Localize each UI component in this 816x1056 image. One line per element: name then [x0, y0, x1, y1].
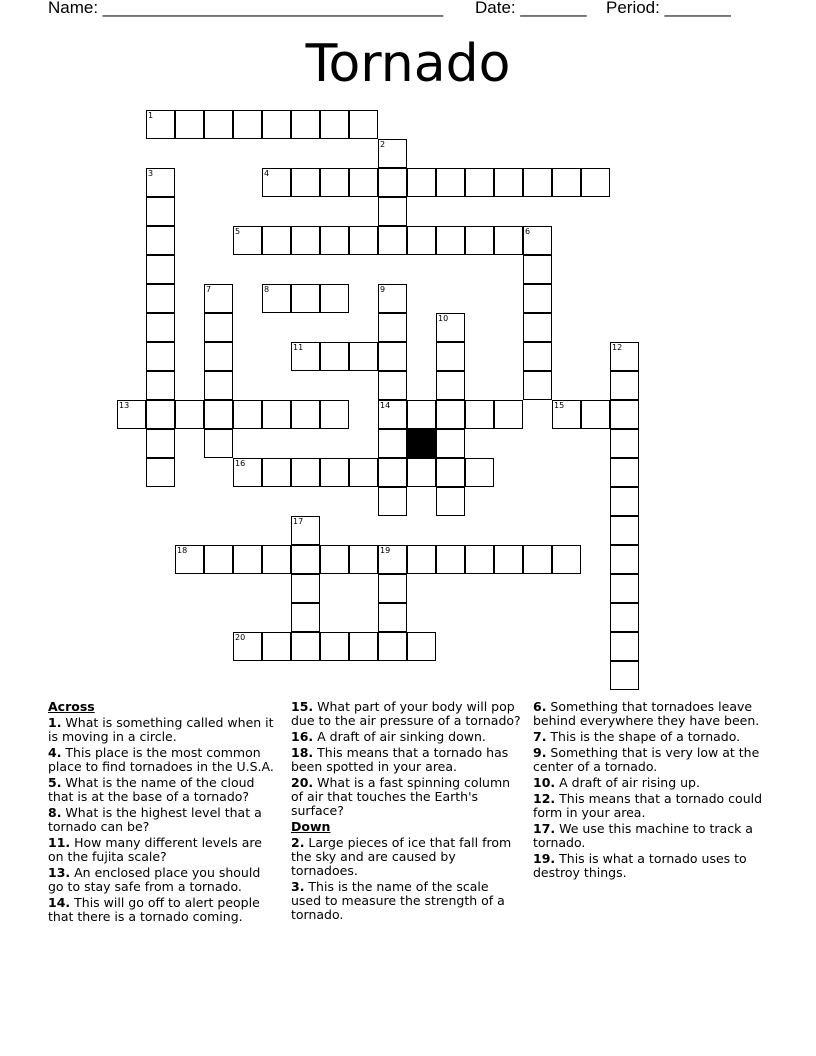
clue-number: 11.	[48, 835, 71, 850]
grid-cell[interactable]	[378, 168, 407, 197]
clue-item	[533, 730, 763, 744]
grid-cell[interactable]	[349, 458, 378, 487]
grid-cell[interactable]	[146, 226, 175, 255]
clue-number: 19.	[533, 851, 556, 866]
grid-cell[interactable]	[233, 545, 262, 574]
grid-cell[interactable]	[523, 255, 552, 284]
grid-cell[interactable]	[175, 545, 204, 574]
grid-cell[interactable]	[523, 168, 552, 197]
clue-text: This will go off to alert people that there is a tornado coming.	[48, 895, 260, 924]
grid-cell[interactable]	[175, 110, 204, 139]
grid-cell[interactable]	[552, 168, 581, 197]
grid-cell[interactable]	[407, 226, 436, 255]
grid-cell[interactable]	[117, 400, 146, 429]
clue-number: 12.	[533, 791, 556, 806]
clue-item	[533, 792, 763, 820]
grid-cell[interactable]	[523, 371, 552, 400]
clue-item	[48, 746, 278, 774]
clue-text: We use this machine to track a tornado.	[533, 821, 753, 850]
grid-cell[interactable]	[436, 313, 465, 342]
clue-number: 1.	[48, 715, 62, 730]
grid-cell[interactable]	[146, 313, 175, 342]
grid-cell[interactable]	[523, 342, 552, 371]
grid-cell[interactable]	[523, 313, 552, 342]
grid-cell[interactable]	[291, 110, 320, 139]
clue-number: 16.	[291, 729, 314, 744]
grid-cell[interactable]	[610, 429, 639, 458]
grid-cell[interactable]	[378, 139, 407, 168]
clue-item	[533, 700, 763, 728]
grid-cell[interactable]	[146, 168, 175, 197]
clue-item	[48, 776, 278, 804]
grid-cell[interactable]	[378, 487, 407, 516]
clue-text: Something that tornadoes leave behind everywhere they have been.	[533, 699, 760, 728]
clue-text: This means that a tornado could form in your area.	[533, 791, 763, 820]
clues-column-2	[291, 700, 521, 924]
clue-text: What part of your body will pop due to the air pressure of a tornado?	[291, 699, 521, 728]
grid-cell[interactable]	[349, 226, 378, 255]
grid-cell[interactable]	[407, 168, 436, 197]
clue-text: How many different levels are on the fujita scale?	[48, 835, 262, 864]
clue-number: 8.	[48, 805, 62, 820]
grid-cell[interactable]	[146, 458, 175, 487]
grid-cell[interactable]	[378, 574, 407, 603]
clue-item	[291, 730, 521, 744]
grid-cell[interactable]	[378, 342, 407, 371]
clue-text: What is a fast spinning column of air that touches the Earth's surface?	[291, 775, 511, 818]
grid-cell[interactable]	[204, 342, 233, 371]
clue-number-label: 10	[438, 314, 449, 323]
clue-number-label: 14	[380, 401, 391, 410]
clue-text: This is what a tornado uses to destroy things.	[533, 851, 747, 880]
clue-text: This is the shape of a tornado.	[546, 729, 741, 744]
clue-text: A draft of air sinking down.	[313, 729, 486, 744]
grid-cell[interactable]	[146, 342, 175, 371]
grid-cell[interactable]	[320, 632, 349, 661]
grid-cell[interactable]	[233, 226, 262, 255]
grid-cell[interactable]	[146, 197, 175, 226]
grid-cell[interactable]	[436, 371, 465, 400]
clue-number-label: 11	[293, 343, 304, 352]
grid-cell[interactable]	[465, 545, 494, 574]
grid-cell[interactable]	[291, 226, 320, 255]
grid-cell[interactable]	[320, 545, 349, 574]
grid-cell[interactable]	[204, 284, 233, 313]
grid-cell[interactable]	[291, 632, 320, 661]
grid-cell[interactable]	[204, 545, 233, 574]
grid-cell[interactable]	[465, 458, 494, 487]
grid-cell[interactable]	[378, 632, 407, 661]
grid-cell[interactable]	[494, 168, 523, 197]
grid-cell[interactable]	[320, 284, 349, 313]
grid-cell[interactable]	[378, 371, 407, 400]
clue-item	[48, 806, 278, 834]
clue-number-label: 13	[119, 401, 130, 410]
grid-cell[interactable]	[204, 429, 233, 458]
clue-number: 9.	[533, 745, 547, 760]
grid-cell[interactable]	[291, 400, 320, 429]
grid-cell[interactable]	[610, 400, 639, 429]
grid-cell[interactable]	[146, 255, 175, 284]
grid-cell[interactable]	[465, 226, 494, 255]
clue-item	[48, 716, 278, 744]
grid-cell[interactable]	[349, 168, 378, 197]
grid-cell[interactable]	[494, 226, 523, 255]
clue-text: This place is the most common place to find tornadoes in the U.S.A.	[48, 745, 274, 774]
clue-number: 18.	[291, 745, 314, 760]
grid-cell[interactable]	[320, 110, 349, 139]
grid-cell[interactable]	[378, 603, 407, 632]
name-field[interactable]: Name: ____________________________________	[48, 0, 444, 17]
grid-cell[interactable]	[436, 429, 465, 458]
grid-cell[interactable]	[523, 284, 552, 313]
grid-cell[interactable]	[320, 168, 349, 197]
grid-cell[interactable]	[436, 545, 465, 574]
grid-cell[interactable]	[291, 574, 320, 603]
grid-cell[interactable]	[262, 226, 291, 255]
clue-number-label: 3	[148, 169, 154, 178]
clue-item	[533, 852, 763, 880]
clue-text: This means that a tornado has been spotted in your area.	[291, 745, 509, 774]
grid-cell[interactable]	[581, 400, 610, 429]
grid-cell[interactable]	[610, 342, 639, 371]
clue-number-label: 6	[525, 227, 531, 236]
clue-number-label: 8	[264, 285, 270, 294]
clue-text: What is something called when it is moving in a circle.	[48, 715, 274, 744]
grid-cell[interactable]	[465, 400, 494, 429]
clue-number-label: 4	[264, 169, 270, 178]
clue-item	[291, 776, 521, 818]
clues-column-1	[48, 700, 278, 926]
grid-cell[interactable]	[204, 371, 233, 400]
clue-item	[48, 896, 278, 924]
clue-number: 3.	[291, 879, 305, 894]
grid-cell[interactable]	[233, 110, 262, 139]
period-field[interactable]: Period: _______	[606, 0, 731, 17]
grid-cell[interactable]	[320, 400, 349, 429]
clue-number: 14.	[48, 895, 71, 910]
clue-item	[291, 880, 521, 922]
grid-cell[interactable]	[204, 400, 233, 429]
grid-cell[interactable]	[610, 487, 639, 516]
grid-cell[interactable]	[262, 284, 291, 313]
clue-number-label: 1	[148, 111, 154, 120]
clue-item	[48, 866, 278, 894]
grid-cell[interactable]	[610, 632, 639, 661]
clue-number-label: 18	[177, 546, 188, 555]
grid-cell[interactable]	[204, 110, 233, 139]
grid-cell[interactable]	[291, 545, 320, 574]
grid-cell[interactable]	[378, 545, 407, 574]
clue-text: Something that is very low at the center of a tornado.	[533, 745, 760, 774]
clue-item	[533, 746, 763, 774]
clue-number-label: 16	[235, 459, 246, 468]
clue-number-label: 12	[612, 343, 623, 352]
clue-number: 5.	[48, 775, 62, 790]
clue-text: A draft of air rising up.	[555, 775, 700, 790]
clue-number-label: 17	[293, 517, 304, 526]
clue-number-label: 20	[235, 633, 246, 642]
grid-cell[interactable]	[146, 371, 175, 400]
grid-cell[interactable]	[378, 226, 407, 255]
grid-cell[interactable]	[610, 458, 639, 487]
clue-number: 20.	[291, 775, 314, 790]
grid-cell[interactable]	[523, 545, 552, 574]
grid-cell[interactable]	[436, 226, 465, 255]
grid-cell[interactable]	[407, 458, 436, 487]
grid-cell[interactable]	[465, 168, 494, 197]
clue-text: What is the highest level that a tornado can be?	[48, 805, 262, 834]
clue-number: 6.	[533, 699, 547, 714]
clue-number: 10.	[533, 775, 556, 790]
grid-cell[interactable]	[407, 632, 436, 661]
grid-cell[interactable]	[349, 545, 378, 574]
grid-cell[interactable]	[146, 429, 175, 458]
grid-cell[interactable]	[146, 400, 175, 429]
clue-text: This is the name of the scale used to measure the strength of a tornado.	[291, 879, 505, 922]
clue-number-label: 9	[380, 285, 386, 294]
grid-cell[interactable]	[407, 545, 436, 574]
clue-text: An enclosed place you should go to stay safe from a tornado.	[48, 865, 261, 894]
clue-number-label: 2	[380, 140, 386, 149]
grid-cell[interactable]	[436, 487, 465, 516]
grid-cell-blocked	[407, 429, 436, 458]
grid-cell[interactable]	[291, 168, 320, 197]
grid-cell[interactable]	[291, 603, 320, 632]
grid-cell[interactable]	[436, 168, 465, 197]
grid-cell[interactable]	[320, 458, 349, 487]
clue-number: 17.	[533, 821, 556, 836]
grid-cell[interactable]	[262, 110, 291, 139]
grid-cell[interactable]	[291, 342, 320, 371]
clue-item	[291, 836, 521, 878]
grid-cell[interactable]	[349, 110, 378, 139]
grid-cell[interactable]	[262, 458, 291, 487]
grid-cell[interactable]	[610, 516, 639, 545]
grid-cell[interactable]	[146, 110, 175, 139]
grid-cell[interactable]	[494, 400, 523, 429]
clue-number: 4.	[48, 745, 62, 760]
grid-cell[interactable]	[320, 226, 349, 255]
clue-number: 15.	[291, 699, 314, 714]
grid-cell[interactable]	[378, 400, 407, 429]
grid-cell[interactable]	[349, 632, 378, 661]
grid-cell[interactable]	[610, 545, 639, 574]
clue-number-label: 19	[380, 546, 391, 555]
down-heading: Down	[291, 819, 331, 834]
clue-number: 7.	[533, 729, 547, 744]
grid-cell[interactable]	[378, 429, 407, 458]
grid-cell[interactable]	[349, 342, 378, 371]
grid-cell[interactable]	[233, 400, 262, 429]
clue-item	[533, 822, 763, 850]
clue-number: 2.	[291, 835, 305, 850]
grid-cell[interactable]	[523, 226, 552, 255]
grid-cell[interactable]	[262, 632, 291, 661]
grid-cell[interactable]	[610, 574, 639, 603]
grid-cell[interactable]	[581, 168, 610, 197]
grid-cell[interactable]	[610, 603, 639, 632]
grid-cell[interactable]	[436, 342, 465, 371]
date-field[interactable]: Date: _______	[475, 0, 587, 17]
grid-cell[interactable]	[610, 661, 639, 690]
grid-cell[interactable]	[262, 545, 291, 574]
puzzle-title: Tornado	[305, 34, 511, 94]
clue-item	[48, 836, 278, 864]
grid-cell[interactable]	[262, 168, 291, 197]
grid-cell[interactable]	[552, 400, 581, 429]
grid-cell[interactable]	[378, 313, 407, 342]
grid-cell[interactable]	[610, 371, 639, 400]
clue-text: What is the name of the cloud that is at the base of a tornado?	[48, 775, 255, 804]
clues-column-3	[533, 700, 763, 882]
grid-cell[interactable]	[233, 458, 262, 487]
grid-cell[interactable]	[320, 342, 349, 371]
grid-cell[interactable]	[494, 545, 523, 574]
grid-cell[interactable]	[175, 400, 204, 429]
clue-text: Large pieces of ice that fall from the sky and are caused by tornadoes.	[291, 835, 512, 878]
grid-cell[interactable]	[291, 284, 320, 313]
grid-cell[interactable]	[552, 545, 581, 574]
grid-cell[interactable]	[378, 197, 407, 226]
grid-cell[interactable]	[146, 284, 175, 313]
grid-cell[interactable]	[291, 458, 320, 487]
grid-cell[interactable]	[378, 284, 407, 313]
grid-cell[interactable]	[407, 400, 436, 429]
clue-number-label: 5	[235, 227, 241, 236]
grid-cell[interactable]	[436, 400, 465, 429]
clue-item	[533, 776, 763, 790]
grid-cell[interactable]	[233, 632, 262, 661]
grid-cell[interactable]	[436, 458, 465, 487]
clue-item	[291, 700, 521, 728]
clue-number-label: 7	[206, 285, 212, 294]
grid-cell[interactable]	[262, 400, 291, 429]
grid-cell[interactable]	[291, 516, 320, 545]
clue-item	[291, 746, 521, 774]
grid-cell[interactable]	[204, 313, 233, 342]
clue-number-label: 15	[554, 401, 565, 410]
grid-cell[interactable]	[378, 458, 407, 487]
across-heading: Across	[48, 699, 95, 714]
clue-number: 13.	[48, 865, 71, 880]
